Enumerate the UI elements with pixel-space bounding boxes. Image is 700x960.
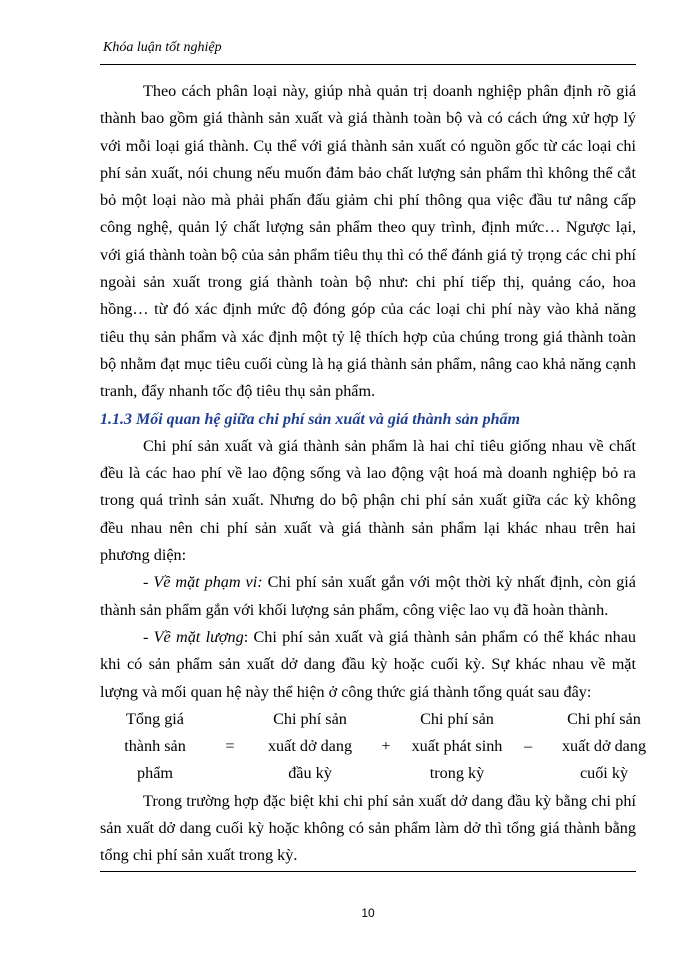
formula-term-line: xuất phát sinh (411, 737, 503, 756)
formula-term-line: thành sản (124, 737, 186, 756)
formula-term-line: xuất dở dang (561, 737, 647, 756)
paragraph-scope (100, 569, 636, 624)
quantity-text: : Chi phí sản xuất và giá thành sản phẩm có thể khác nhau khi có sản phẩm sản xuất dở dang đầu kỳ hoặc cuối kỳ. Sự khác nhau về mặt lượng và mối quan hệ này thể hiện ở công thức giá thành tổng quát sau đây: (100, 627, 636, 701)
formula-term-line: Tổng giá (126, 709, 184, 728)
section-heading: 1.1.3 Mối quan hệ giữa chi phí sản xuất và giá thành sản phẩm (100, 410, 520, 428)
cost-formula (100, 706, 647, 788)
formula-term-line: đầu kỳ (288, 764, 332, 783)
formula-term-line: phẩm (137, 764, 173, 783)
paragraph-quantity (100, 624, 636, 706)
formula-term-line: Chi phí sản (273, 709, 347, 728)
formula-term-opening-wip (250, 706, 370, 788)
formula-term-period-cost (402, 706, 512, 788)
formula-term-line: trong kỳ (429, 764, 485, 783)
minus-sign: – (523, 737, 533, 756)
running-header: Khóa luận tốt nghiệp (103, 40, 222, 55)
formula-term-line: xuất dở dang (267, 737, 353, 756)
page-body (100, 78, 647, 870)
formula-term-total-cost (100, 706, 210, 788)
plus-sign: + (381, 737, 391, 756)
formula-term-line: Chi phí sản (420, 709, 494, 728)
formula-term-line: Chi phí sản (567, 709, 641, 728)
scope-label: - Về mặt phạm vi: (143, 573, 263, 592)
equals-sign: = (225, 737, 235, 756)
page-number: 10 (361, 906, 375, 920)
footer-rule (100, 871, 636, 872)
header-rule (100, 64, 636, 65)
formula-term-closing-wip (544, 706, 664, 788)
quantity-label: - Về mặt lượng (143, 627, 244, 646)
paragraph-special-case: Trong trường hợp đặc biệt khi chi phí sản xuất dở dang đầu kỳ bằng chi phí sản xuất dở dang cuối kỳ hoặc không có sản phẩm làm dở thì tổng giá thành bằng tổng chi phí sản xuất trong kỳ. (100, 791, 636, 865)
formula-term-line: cuối kỳ (579, 764, 629, 783)
scope-text: Chi phí sản xuất gắn với một thời kỳ nhất định, còn giá thành sản phẩm gắn với khối lượng sản phẩm, công việc lao vụ đã hoàn thành. (100, 573, 636, 619)
paragraph-cost-classification: Theo cách phân loại này, giúp nhà quản trị doanh nghiệp phân định rõ giá thành bao gồm giá thành sản xuất và giá thành toàn bộ và có cách ứng xử hợp lý với mỗi loại giá thành. Cụ thể với giá thành sản xuất có nguồn gốc từ các loại chi phí sản xuất, nói chung nếu muốn đảm bảo chất lượng sản phẩm thì không thể cắt bỏ một loại nào mà phải phấn đấu giảm chi phí thông qua việc đầu tư nâng cấp công nghệ, quản lý chất lượng sản phẩm theo quy trình, định mức… Ngược lại, với giá thành toàn bộ của sản phẩm tiêu thụ thì có thể đánh giá tỷ trọng các chi phí ngoài sản xuất trong giá thành toàn bộ như: chi phí tiếp thị, quảng cáo, hoa hồng… từ đó xác định mức độ đóng góp của các loại chi phí này vào khả năng tiêu thụ sản phẩm và xác định một tỷ lệ thích hợp của chúng trong giá thành toàn bộ nhằm đạt mục tiêu cuối cùng là hạ giá thành sản phẩm, nâng cao khả năng cạnh tranh, đẩy nhanh tốc độ tiêu thụ sản phẩm. (100, 82, 636, 401)
paragraph-relationship: Chi phí sản xuất và giá thành sản phẩm là hai chỉ tiêu giống nhau về chất đều là các hao phí về lao động sống và lao động vật hoá mà doanh nghiệp bỏ ra trong quá trình sản xuất. Nhưng do bộ phận chi phí sản xuất giữa các kỳ không đều nhau nên chi phí sản xuất và giá thành sản phẩm lại khác nhau trên hai phương diện: (100, 436, 636, 565)
